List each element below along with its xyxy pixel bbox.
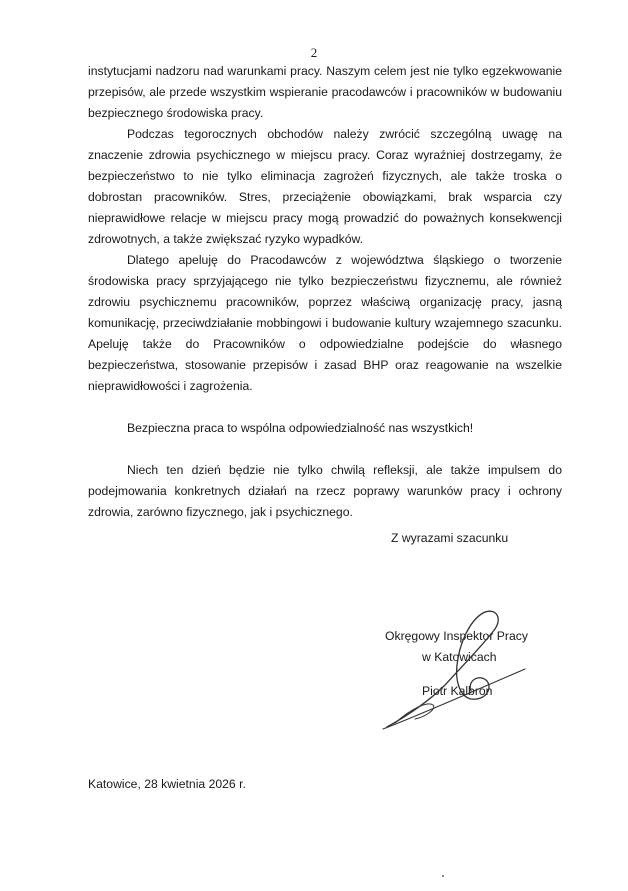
closing-salutation: Z wyrazami szacunku <box>391 531 509 545</box>
signatory-office: w Katowicach <box>422 650 497 664</box>
letter-body <box>88 61 562 523</box>
paragraph-mental-health: Podczas tegorocznych obchodów należy zwrócić szczególną uwagę na znaczenie zdrowia psychicznego w miejscu pracy. Coraz wyraźniej dostrzegamy, że bezpieczeństwo to nie tylko eliminacja zagrożeń fizycznych, ale także troska o dobrostan pracowników. Stres, przeciążenie obowiązkami, brak wsparcia czy nieprawidłowe relacje w miejscu pracy mogą prowadzić do poważnych konsekwencji zdrowotnych, a także zwiększać ryzyko wypadków. <box>88 127 562 246</box>
signatory-name: Piotr Kalbron <box>422 684 493 698</box>
scan-artifact <box>442 875 444 877</box>
page-number: 2 <box>310 45 318 60</box>
place-and-date: Katowice, 28 kwietnia 2026 r. <box>88 777 246 791</box>
signatory-title: Okręgowy Inspektor Pracy <box>385 629 528 643</box>
paragraph-continuation: instytucjami nadzoru nad warunkami pracy. Naszym celem jest nie tylko egzekwowanie przepisów, ale przede wszystkim wspieranie pracodawców i pracowników w budowaniu bezpiecznego środowiska pracy. <box>88 64 562 120</box>
paragraph-shared-responsibility: Bezpieczna praca to wspólna odpowiedzialność nas wszystkich! <box>127 421 474 435</box>
handwritten-signature-icon <box>375 605 535 735</box>
paragraph-appeal: Dlatego apeluję do Pracodawców z województwa śląskiego o tworzenie środowiska pracy sprzyjającego nie tylko bezpieczeństwu fizycznemu, ale również zdrowiu psychicznemu pracowników, poprzez właściwą organizację pracy, jasną komunikację, przeciwdziałanie mobbingowi i budowanie kultury wzajemnego szacunku. Apeluję także do Pracowników o odpowiedzialne podejście do własnego bezpieczeństwa, stosowanie przepisów i zasad BHP oraz reagowanie na wszelkie nieprawidłowości i zagrożenia. <box>88 253 562 393</box>
paragraph-reflection: Niech ten dzień będzie nie tylko chwilą refleksji, ale także impulsem do podejmowania konkretnych działań na rzecz poprawy warunków pracy i ochrony zdrowia, zarówno fizycznego, jak i psychicznego. <box>88 463 562 519</box>
